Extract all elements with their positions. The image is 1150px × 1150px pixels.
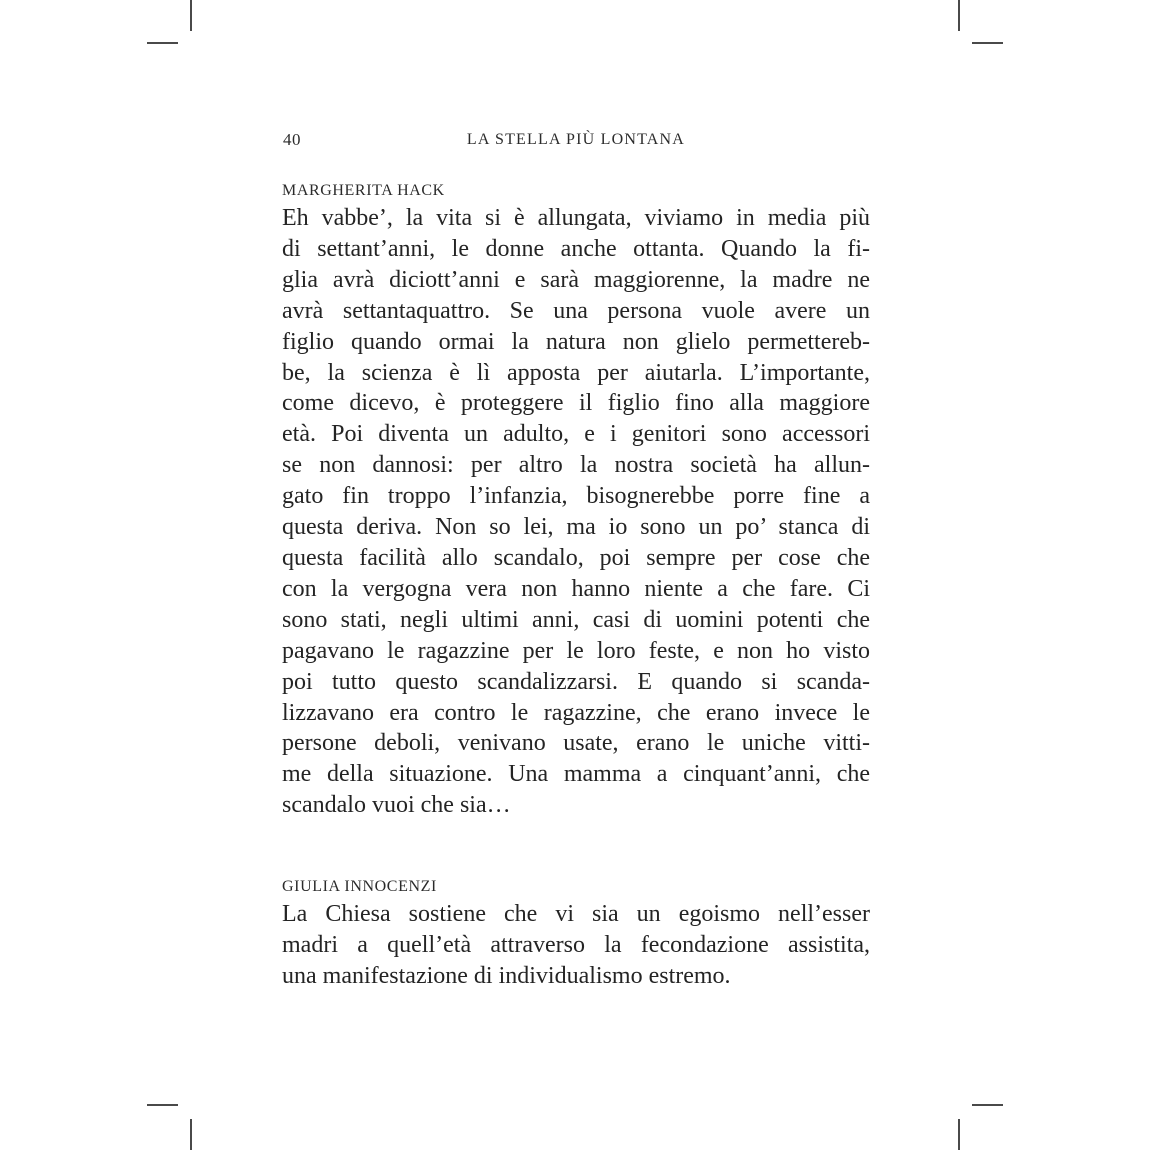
- text-line: persone deboli, venivano usate, erano le uniche vitti-: [282, 730, 870, 757]
- crop-mark-bottom-left-vertical: [190, 1119, 192, 1150]
- text-line: lizzavano era contro le ragazzine, che erano invece le: [282, 699, 870, 726]
- text-line: età. Poi diventa un adulto, e i genitori sono accessori: [282, 421, 870, 448]
- text-line: La Chiesa sostiene che vi sia un egoismo nell’esser: [282, 901, 870, 927]
- text-line: gato fin troppo l’infanzia, bisognerebbe porre fine a: [282, 483, 870, 510]
- crop-mark-top-right-vertical: [958, 0, 960, 31]
- speaker-name-margherita-hack: MARGHERITA HACK: [282, 182, 445, 199]
- text-line: me della situazione. Una mamma a cinquant’anni, che: [282, 761, 870, 788]
- text-line: questa deriva. Non so lei, ma io sono un po’ stanca di: [282, 514, 870, 541]
- crop-mark-top-right-horizontal: [972, 42, 1003, 44]
- text-line: come dicevo, è proteggere il figlio fino alla maggiore: [282, 390, 870, 417]
- text-line: be, la scienza è lì apposta per aiutarla. L’importante,: [282, 359, 870, 386]
- speaker-name-giulia-innocenzi: GIULIA INNOCENZI: [282, 878, 437, 895]
- crop-mark-bottom-left-horizontal: [147, 1104, 178, 1106]
- page-number: 40: [283, 130, 301, 149]
- dialogue-paragraph-margherita-hack: [282, 203, 870, 821]
- text-line: madri a quell’età attraverso la fecondazione assistita,: [282, 931, 870, 958]
- text-line: poi tutto questo scandalizzarsi. E quando si scanda-: [282, 668, 870, 695]
- text-line: glia avrà diciott’anni e sarà maggiorenne, la madre ne: [282, 266, 870, 293]
- text-line: una manifestazione di individualismo estremo.: [282, 962, 731, 989]
- running-head: [282, 129, 870, 151]
- text-line: sono stati, negli ultimi anni, casi di uomini potenti che: [282, 606, 870, 633]
- crop-mark-bottom-right-horizontal: [972, 1104, 1003, 1106]
- crop-mark-bottom-right-vertical: [958, 1119, 960, 1150]
- text-line: questa facilità allo scandalo, poi sempre per cose che: [282, 544, 870, 571]
- text-line: Eh vabbe’, la vita si è allungata, viviamo in media più: [282, 205, 870, 231]
- text-block: [282, 0, 870, 1150]
- crop-mark-top-left-horizontal: [147, 42, 178, 44]
- text-line: pagavano le ragazzine per le loro feste, e non ho visto: [282, 637, 870, 664]
- text-line: avrà settantaquattro. Se una persona vuole avere un: [282, 297, 870, 324]
- crop-mark-top-left-vertical: [190, 0, 192, 31]
- text-line: se non dannosi: per altro la nostra società ha allun-: [282, 452, 870, 479]
- running-title: LA STELLA PIÙ LONTANA: [466, 131, 686, 148]
- text-line: con la vergogna vera non hanno niente a che fare. Ci: [282, 575, 870, 602]
- text-line: scandalo vuoi che sia…: [282, 792, 511, 819]
- text-line: di settant’anni, le donne anche ottanta. Quando la fi-: [282, 235, 870, 262]
- text-line: figlio quando ormai la natura non glielo permettereb-: [282, 328, 870, 355]
- dialogue-paragraph-giulia-innocenzi: [282, 899, 870, 992]
